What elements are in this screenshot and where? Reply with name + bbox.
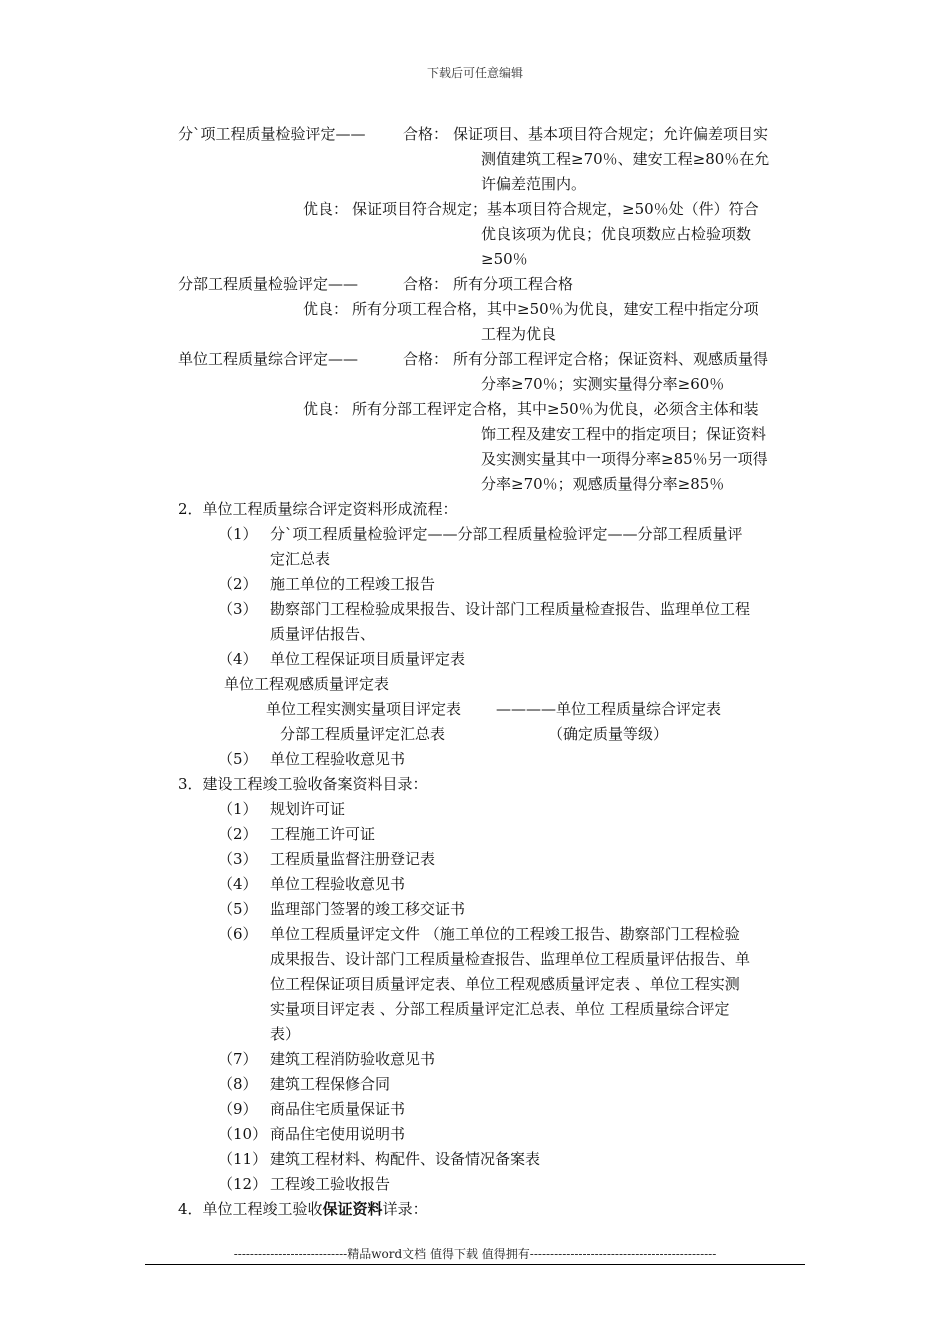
flow-arrow: ————单位工程质量综合评定表 (496, 700, 722, 718)
list-item-number: （3） (218, 600, 258, 618)
list-item: 实量项目评定表 、分部工程质量评定汇总表、单位 工程质量综合评定 (270, 1000, 730, 1018)
unit-excellent-line: 饰工程及建安工程中的指定项目；保证资料 (481, 425, 767, 443)
list-item: 单位工程验收意见书 (270, 750, 406, 768)
list-item-number: （2） (218, 575, 258, 593)
sub-item-pass-line: 许偏差范围内。 (481, 175, 587, 193)
flow-line: 单位工程实测实量项目评定表 (266, 700, 462, 718)
list-item: 商品住宅使用说明书 (270, 1125, 406, 1143)
list-item: 规划许可证 (270, 800, 346, 818)
list-item-number: （6） (218, 925, 258, 943)
division-excellent-line: 所有分项工程合格，其中≥50％为优良，建安工程中指定分项 (352, 300, 759, 318)
sub-item-excellent-line: ≥50％ (481, 250, 528, 268)
division-excellent-prefix: 优良： (303, 300, 349, 318)
list-item: 建筑工程材料、构配件、设备情况备案表 (270, 1150, 541, 1168)
unit-excellent-prefix: 优良： (303, 400, 349, 418)
list-item: 施工单位的工程竣工报告 (270, 575, 436, 593)
list-item-number: （10） (218, 1125, 268, 1143)
list-item: 单位工程保证项目质量评定表 (270, 650, 466, 668)
section4-prefix: 4．单位工程竣工验收 (178, 1200, 323, 1218)
sub-item-pass-line: 测值建筑工程≥70％、建安工程≥80％在允 (481, 150, 770, 168)
division-pass-line: 所有分项工程合格 (453, 275, 574, 293)
section4-suffix: 详录： (382, 1200, 428, 1218)
list-item: 勘察部门工程检验成果报告、设计部门工程质量检查报告、监理单位工程 (270, 600, 751, 618)
list-item: 定汇总表 (270, 550, 331, 568)
unit-pass-line: 分率≥70％；实测实量得分率≥60％ (481, 375, 725, 393)
list-item-number: （2） (218, 825, 258, 843)
flow-line: 单位工程观感质量评定表 (224, 675, 390, 693)
list-item-number: （1） (218, 525, 258, 543)
unit-pass-line: 所有分部工程评定合格；保证资料、观感质量得 (453, 350, 769, 368)
sub-item-label: 分`项工程质量检验评定—— (178, 125, 366, 143)
unit-pass-prefix: 合格： (403, 350, 449, 368)
list-item: 建筑工程消防验收意见书 (270, 1050, 436, 1068)
list-item-number: （11） (218, 1150, 268, 1168)
list-item: 监理部门签署的竣工移交证书 (270, 900, 466, 918)
list-item: 分`项工程质量检验评定——分部工程质量检验评定——分部工程质量评 (270, 525, 743, 543)
list-item-number: （4） (218, 650, 258, 668)
list-item-number: （1） (218, 800, 258, 818)
unit-excellent-line: 分率≥70％；观感质量得分率≥85％ (481, 475, 725, 493)
list-item: 单位工程质量评定文件 （施工单位的工程竣工报告、勘察部门工程检验 (270, 925, 740, 943)
list-item-number: （3） (218, 850, 258, 868)
list-item-number: （9） (218, 1100, 258, 1118)
section3-heading: 3．建设工程竣工验收备案资料目录： (178, 775, 428, 793)
section4-heading (178, 1197, 428, 1222)
flow-line: 分部工程质量评定汇总表 (280, 725, 446, 743)
list-item: 单位工程验收意见书 (270, 875, 406, 893)
list-item: 商品住宅质量保证书 (270, 1100, 406, 1118)
sub-item-pass-prefix: 合格： (403, 125, 449, 143)
sub-item-pass-line: 保证项目、基本项目符合规定；允许偏差项目实 (453, 125, 769, 143)
unit-label: 单位工程质量综合评定—— (178, 350, 359, 368)
list-item-number: （5） (218, 900, 258, 918)
unit-excellent-line: 及实测实量其中一项得分率≥85％另一项得 (481, 450, 768, 468)
sub-item-excellent-line: 保证项目符合规定；基本项目符合规定，≥50％处（件）符合 (352, 200, 759, 218)
sub-item-excellent-line: 优良该项为优良；优良项数应占检验项数 (481, 225, 752, 243)
list-item: 工程施工许可证 (270, 825, 376, 843)
page-footer: ----------------------------精品word文档 值得下载 值得拥有---------------------------------------------- (233, 1247, 717, 1261)
list-item: 成果报告、设计部门工程质量检查报告、监理单位工程质量评估报告、单 (270, 950, 751, 968)
list-item: 工程质量监督注册登记表 (270, 850, 436, 868)
list-item-number: （7） (218, 1050, 258, 1068)
list-item: 质量评估报告、 (270, 625, 376, 643)
list-item-number: （12） (218, 1175, 268, 1193)
division-label: 分部工程质量检验评定—— (178, 275, 359, 293)
sub-item-excellent-prefix: 优良： (303, 200, 349, 218)
list-item: 建筑工程保修合同 (270, 1075, 391, 1093)
list-item-number: （8） (218, 1075, 258, 1093)
list-item-number: （4） (218, 875, 258, 893)
section2-heading: 2．单位工程质量综合评定资料形成流程： (178, 500, 458, 518)
page-header: 下载后可任意编辑 (426, 66, 523, 80)
flow-note: （确定质量等级） (548, 725, 669, 743)
list-item: 位工程保证项目质量评定表、单位工程观感质量评定表 、单位工程实测 (270, 975, 740, 993)
footer-rule (145, 1264, 805, 1265)
section4-bold: 保证资料 (322, 1200, 383, 1218)
list-item-number: （5） (218, 750, 258, 768)
division-excellent-line: 工程为优良 (481, 325, 557, 343)
division-pass-prefix: 合格： (403, 275, 449, 293)
unit-excellent-line: 所有分部工程评定合格，其中≥50％为优良，必须含主体和装 (352, 400, 759, 418)
list-item: 表） (270, 1025, 301, 1043)
list-item: 工程竣工验收报告 (270, 1175, 391, 1193)
